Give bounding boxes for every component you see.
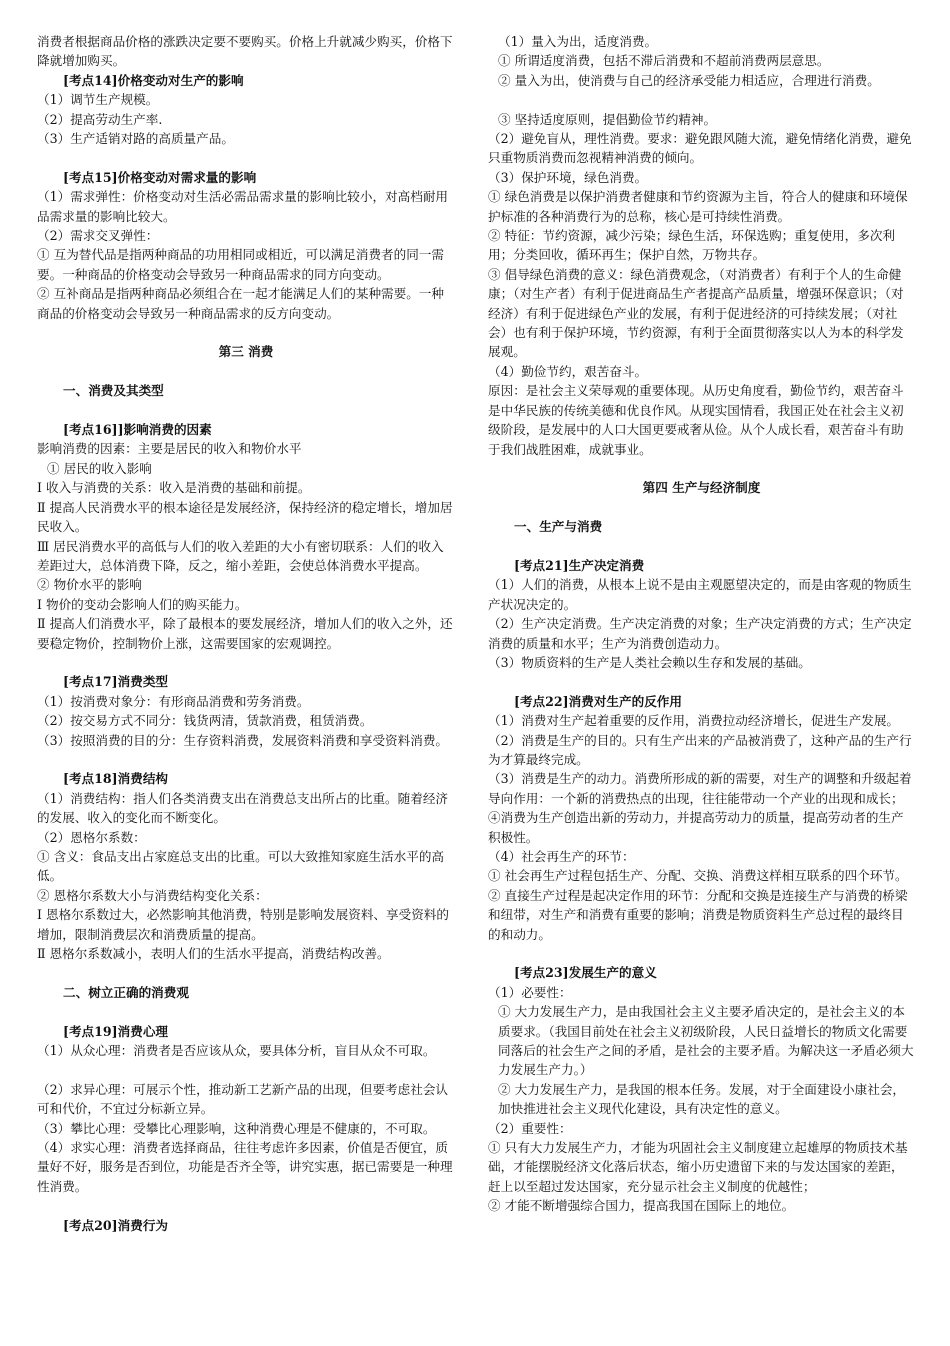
paragraph: ② 物价水平的影响 [37,577,142,593]
chapter-title: 第三 消费 [218,344,274,360]
paragraph: （2）生产决定消费。生产决定消费的对象；生产决定消费的方式；生产决定消费的质量和水平；生产为消费创造动力。 [488,616,912,651]
paragraph: ② 大力发展生产力，是我国的根本任务。发展，对于全面建设小康社会，加快推进社会主义现代化建设，具有决定性的意义。 [498,1081,906,1117]
paragraph: （4）求实心理：消费者选择商品，往往考虑许多因素，价值是否便宜，质量好不好，服务是否到位，功能是否齐全等，讲究实惠，据已需要是一种理性消费。 [37,1140,453,1194]
paragraph: ② 直接生产过程是起决定作用的环节：分配和交换是连接生产与消费的桥梁和纽带，对生产和消费有重要的影响；消费是物质资料生产总过程的最终目的和动力。 [488,887,908,942]
paragraph: ③ 坚持适度原则，提倡勤俭节约精神。 [498,111,717,127]
topic-heading: [考点18]消费结构 [63,771,169,787]
paragraph: ② 恩格尔系数大小与消费结构变化关系： [37,887,268,903]
paragraph-gap [37,750,455,769]
topic-heading: [考点14]价格变动对生产的影响 [63,72,244,88]
paragraph-gap [37,1002,455,1021]
paragraph: （1）消费结构：指人们各类消费支出在消费总支出所占的比重。随着经济的发展、收入的变化而不断变化。 [37,790,449,826]
right-column [488,32,915,1216]
paragraph: （1）量入为出，适度消费。 [498,34,658,49]
topic-heading: [考点15]价格变动对需求量的影响 [63,169,257,185]
paragraph: ② 互补商品是指两种商品必须组合在一起才能满足人们的某种需要。一种商品的价格变动会导致另一种商品需求的反方向变动。 [37,286,445,321]
paragraph: （3）保护环境，绿色消费。 [488,169,648,185]
paragraph: （3）生产适销对路的高质量产品。 [37,131,234,147]
paragraph: （1）消费对生产起着重要的反作用，消费拉动经济增长，促进生产发展。 [488,713,900,729]
paragraph: ② 才能不断增强综合国力，提高我国在国际上的地位。 [488,1198,795,1214]
topic-heading: [考点19]消费心理 [63,1023,169,1039]
paragraph: （3）按照消费的目的分：生存资料消费，发展资料消费和享受资料消费。 [37,732,449,748]
paragraph-gap [488,90,915,109]
paragraph: （4）社会再生产的环节： [488,848,635,864]
paragraph: （1）从众心理：消费者是否应该从众，要具体分析，盲目从众不可取。 [37,1043,436,1058]
paragraph-gap [488,459,915,478]
paragraph: （2）消费是生产的目的。只有生产出来的产品被消费了，这种产品的生产行为才算最终完成。 [488,732,912,767]
paragraph-gap [488,537,915,556]
topic-heading: [考点17]消费类型 [63,674,169,690]
paragraph: ① 所谓适度消费，包括不滞后消费和不超前消费两层意思。 [498,53,830,69]
left-column [37,32,455,1235]
paragraph: ① 含义：食品支出占家庭总支出的比重。可以大致推知家庭生活水平的高低。 [37,848,445,884]
topic-heading: [考点23]发展生产的意义 [514,965,657,981]
paragraph: （2）避免盲从，理性消费。要求：避免跟风随大流，避免情绪化消费，避免只重物质消费而忽视精神消费的倾向。 [488,131,912,166]
paragraph: 原因：是社会主义荣辱观的重要体现。从历史角度看，勤俭节约，艰苦奋斗是中华民族的传统美德和优良作风。从现实国情看，我国正处在社会主义初级阶段，是发展中的人口大国更要戒奢从俭。从个人成长看，艰苦奋斗有助于我们战胜困难，成就事业。 [488,383,904,457]
paragraph-gap [37,362,455,381]
paragraph: （1）人们的消费，从根本上说不是由主观愿望决定的，而是由客观的物质生产状况决定的。 [488,577,912,612]
paragraph-gap [37,148,455,167]
paragraph: （2）需求交叉弹性： [37,228,159,244]
paragraph: Ⅰ 物价的变动会影响人们的购买能力。 [37,596,248,612]
topic-heading: [考点22]消费对生产的反作用 [514,693,682,709]
paragraph: （2）重要性： [488,1120,572,1136]
paragraph: （3）物质资料的生产是人类社会赖以生存和发展的基础。 [488,654,811,670]
paragraph: 消费者根据商品价格的涨跌决定要不要购买。价格上升就减少购买，价格下降就增加购买。 [37,34,453,69]
paragraph: ① 大力发展生产力，是由我国社会主义主要矛盾决定的，是社会主义的本质要求。（我国目前处在社会主义初级阶段，人民日益增长的物质文化需要同落后的社会生产之间的矛盾，是社会的主要矛盾。为解决这一矛盾必须大力发展生产力。） [498,1004,914,1078]
paragraph: Ⅱ 提高人民消费水平的根本途径是发展经济，保持经济的稳定增长，增加居民收入。 [37,499,453,535]
paragraph-gap [37,323,455,342]
paragraph: （1）必要性： [488,984,572,1000]
paragraph: Ⅰ 恩格尔系数过大，必然影响其他消费，特别是影响发展资料、享受资料的增加，限制消费层次和消费质量的提高。 [37,907,449,942]
paragraph: ① 居民的收入影响 [47,460,152,476]
section-heading: 二、树立正确的消费观 [63,984,189,1000]
paragraph: ① 社会再生产过程包括生产、分配、交换、消费这样相互联系的四个环节。 [488,868,908,884]
paragraph-gap [37,1196,455,1215]
chapter-title: 第四 生产与经济制度 [642,480,761,496]
topic-heading: [考点21]生产决定消费 [514,557,645,573]
paragraph: 影响消费的因素：主要是居民的收入和物价水平 [37,441,302,457]
paragraph: （4）勤俭节约，艰苦奋斗。 [488,363,648,379]
paragraph: （3）消费是生产的动力。消费所形成的新的需要，对生产的调整和升级起着导向作用：一个新的消费热点的出现，往往能带动一个产业的出现和成长；④消费为生产创造出新的劳动力，并提高劳动力的质量，提高劳动者的生产积极性。 [488,771,912,845]
paragraph: ① 绿色消费是以保护消费者健康和节约资源为主旨，符合人的健康和环境保护标准的各种消费行为的总称，核心是可持续性消费。 [488,189,908,224]
paragraph: （1）按消费对象分：有形商品消费和劳务消费。 [37,693,310,709]
paragraph: ① 互为替代品是指两种商品的功用相同或相近，可以满足消费者的同一需要。一种商品的价格变动会导致另一种商品需求的同方向变动。 [37,247,445,282]
paragraph: ① 只有大力发展生产力，才能为巩固社会主义制度建立起雄厚的物质技术基础，才能摆脱经济文化落后状态，缩小历史遗留下来的与发达国家的差距，赶上以至超过发达国家，充分显示社会主义制度的优越性； [488,1140,908,1194]
paragraph-gap [37,963,455,982]
paragraph: （2）恩格尔系数： [37,829,146,845]
paragraph-gap [37,653,455,672]
paragraph-gap [37,401,455,420]
paragraph-gap [37,1060,455,1079]
section-heading: 一、消费及其类型 [63,383,164,399]
paragraph: （1）调节生产规模。 [37,92,159,108]
paragraph: ② 量入为出，使消费与自己的经济承受能力相适应，合理进行消费。 [498,72,880,88]
topic-heading: [考点20]消费行为 [63,1217,169,1233]
topic-heading: [考点16]]影响消费的因素 [63,422,212,438]
paragraph: ③ 倡导绿色消费的意义：绿色消费观念，（对消费者）有利于个人的生命健康；（对生产者）有利于促进商品生产者提高产品质量，增强环保意识；（对经济）有利于促进绿色产业的发展，有利于促进经济的可持续发展；（对社会）也有利于保护环境，节约资源，有利于全面贯彻落实以人为本的科学发展观。 [488,266,904,360]
paragraph: Ⅰ 收入与消费的关系：收入是消费的基础和前提。 [37,480,311,496]
paragraph-gap [488,672,915,691]
paragraph-gap [488,944,915,963]
paragraph: （3）攀比心理：受攀比心理影响，这种消费心理是不健康的，不可取。 [37,1120,436,1136]
paragraph: （2）按交易方式不同分：钱货两清，赁款消费，租赁消费。 [37,713,373,729]
paragraph-gap [488,498,915,517]
section-heading: 一、生产与消费 [514,519,603,535]
paragraph: （2）求异心理：可展示个性，推动新工艺新产品的出现，但要考虑社会认可和代价，不宜过分标新立异。 [37,1081,449,1117]
paragraph: ② 特征：节约资源，减少污染；绿色生活，环保选购；重复使用，多次利用；分类回收，循环再生；保护自然，万物共存。 [488,228,896,263]
paragraph: Ⅲ 居民消费水平的高低与人们的收入差距的大小有密切联系：人们的收入差距过大，总体消费下降，反之，缩小差距，会使总体消费水平提高。 [37,538,444,573]
paragraph: （2）提高劳动生产率. [37,111,163,127]
paragraph: Ⅱ 恩格尔系数减小，表明人们的生活水平提高，消费结构改善。 [37,946,390,961]
paragraph: （1）需求弹性：价格变动对生活必需品需求量的影响比较小，对高档耐用品需求量的影响比较大。 [37,189,449,224]
paragraph: Ⅱ 提高人们消费水平，除了最根本的要发展经济，增加人们的收入之外，还要稳定物价，控制物价上涨，这需要国家的宏观调控。 [37,616,453,651]
